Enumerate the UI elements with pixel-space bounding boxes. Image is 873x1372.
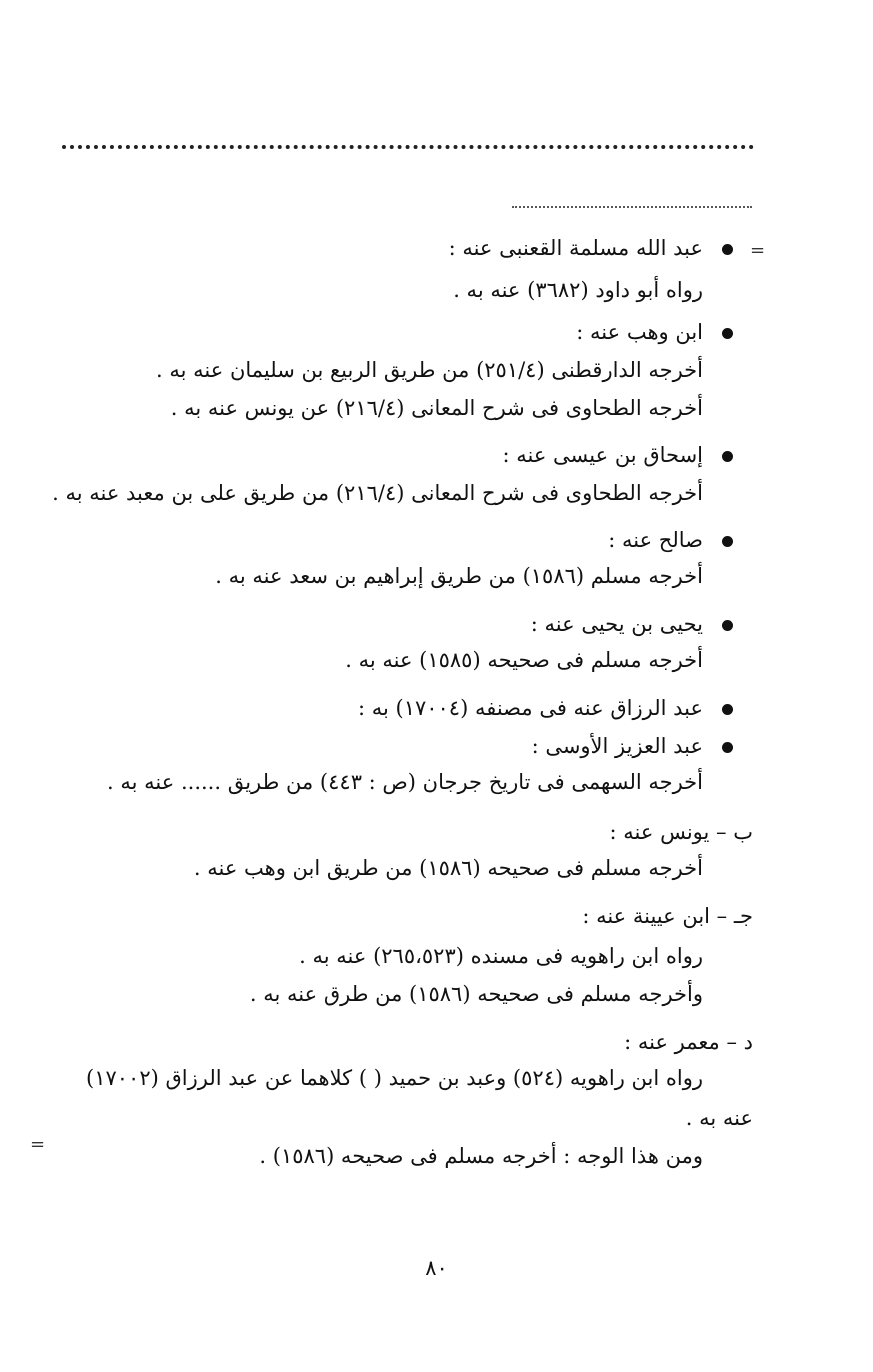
entry-heading-abd-al-razzaq: عبد الرزاق عنه فى مصنفه (١٧٠٠٤) به :: [357, 696, 703, 720]
entry-heading-awsi: عبد العزيز الأوسى :: [531, 734, 703, 758]
entry-line: أخرجه مسلم فى صحيحه (١٥٨٥) عنه به .: [345, 648, 703, 672]
entry-line: ومن هذا الوجه : أخرجه مسلم فى صحيحه (١٥٨٦) .: [259, 1144, 703, 1168]
section-heading-b: ب – يونس عنه :: [609, 820, 753, 844]
dotted-rule-short: [512, 206, 752, 208]
continuation-mark-bottom: =: [30, 1134, 46, 1155]
entry-heading-ibn-wahb: ابن وهب عنه :: [576, 320, 703, 344]
entry-line: وأخرجه مسلم فى صحيحه (١٥٨٦) من طرق عنه به .: [249, 982, 703, 1006]
entry-line: أخرجه الطحاوى فى شرح المعانى (٢١٦/٤) من طريق على بن معبد عنه به .: [52, 481, 703, 505]
bullet-icon: [722, 704, 733, 715]
bullet-icon: [722, 742, 733, 753]
continuation-mark-top: =: [750, 240, 766, 261]
page-number: ٨٠: [425, 1256, 448, 1280]
entry-line: أخرجه السهمى فى تاريخ جرجان (ص : ٤٤٣) من طريق ...... عنه به .: [107, 770, 703, 794]
entry-line: أخرجه الطحاوى فى شرح المعانى (٢١٦/٤) عن يونس عنه به .: [170, 396, 703, 420]
entry-line: أخرجه مسلم (١٥٨٦) من طريق إبراهيم بن سعد عنه به .: [215, 564, 703, 588]
bullet-icon: [722, 328, 733, 339]
entry-line: رواه ابن راهويه فى مسنده (٢٦٥،٥٢٣) عنه به .: [299, 944, 703, 968]
bullet-icon: [722, 451, 733, 462]
entry-line: رواه أبو داود (٣٦٨٢) عنه به .: [453, 278, 703, 302]
bullet-icon: [722, 244, 733, 255]
section-heading-d: د – معمر عنه :: [624, 1030, 753, 1054]
entry-heading-salih: صالح عنه :: [608, 528, 703, 552]
entry-line: أخرجه الدارقطنى (٢٥١/٤) من طريق الربيع بن سليمان عنه به .: [156, 358, 703, 382]
dotted-rule-long: [62, 145, 754, 149]
entry-line-continued: عنه به .: [685, 1106, 753, 1130]
bullet-icon: [722, 536, 733, 547]
entry-heading-yahya: يحيى بن يحيى عنه :: [530, 612, 703, 636]
section-heading-j: جـ – ابن عيينة عنه :: [582, 904, 753, 928]
entry-line: رواه ابن راهويه (٥٢٤) وعبد بن حميد ( ) كلاهما عن عبد الرزاق (١٧٠٠٢): [86, 1066, 703, 1090]
entry-heading-ishaq: إسحاق بن عيسى عنه :: [502, 443, 703, 467]
bullet-icon: [722, 620, 733, 631]
entry-line: أخرجه مسلم فى صحيحه (١٥٨٦) من طريق ابن وهب عنه .: [193, 856, 703, 880]
entry-heading-qanabi: عبد الله مسلمة القعنبى عنه :: [448, 236, 703, 260]
